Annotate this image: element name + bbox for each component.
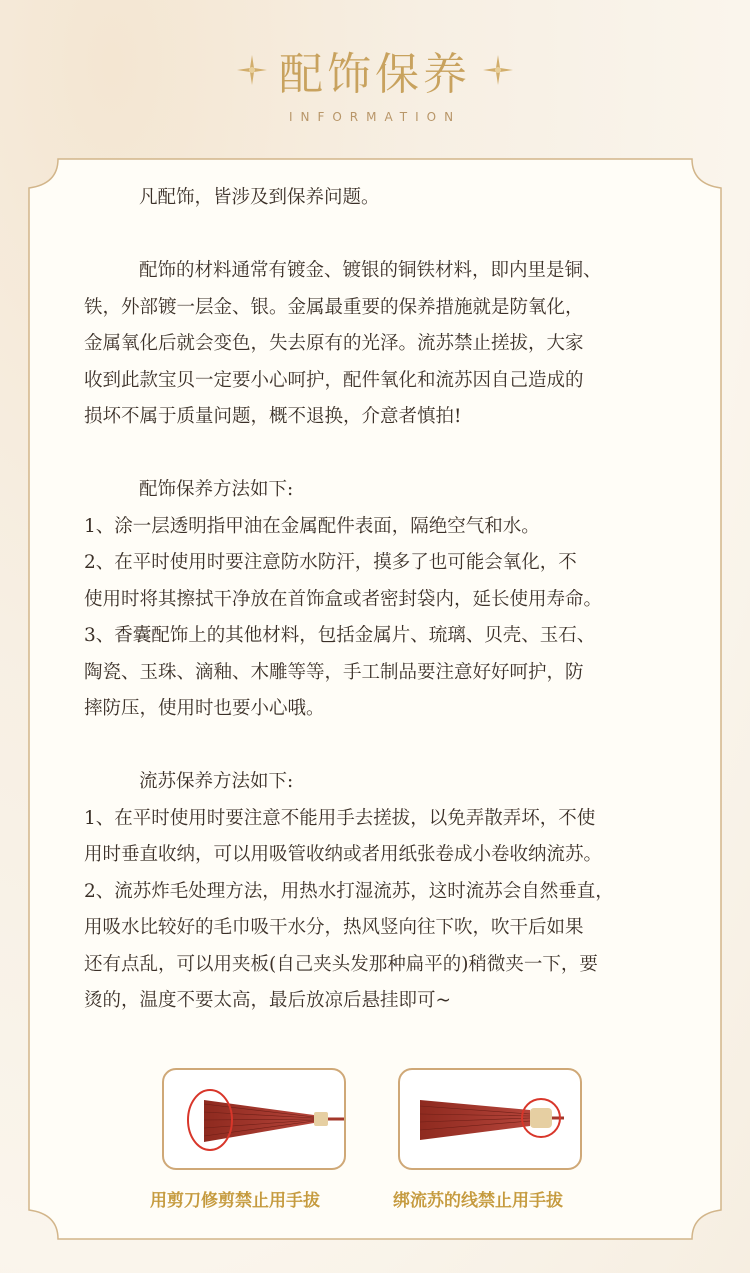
page-subtitle: INFORMATION	[288, 110, 462, 124]
paragraph-line: 1、涂一层透明指甲油在金属配件表面，隔绝空气和水。	[84, 515, 540, 537]
paragraph-line: 摔防压，使用时也要小心哦。	[84, 698, 325, 719]
section-heading: 配饰保养方法如下:	[139, 479, 294, 500]
paragraph-line: 损坏不属于质量问题，概不退换，介意者慎拍!	[84, 406, 462, 427]
paragraph-line: 1、在平时使用时要注意不能用手去搓拔，以免弄散弄坏，不使	[84, 807, 596, 829]
paragraph-line: 2、在平时使用时要注意防水防汗，摸多了也可能会氧化，不	[84, 552, 577, 573]
paragraph-line: 铁，外部镀一层金、银。金属最重要的保养措施就是防氧化，	[84, 296, 584, 318]
sparkle-icon	[481, 53, 515, 87]
section-heading: 流苏保养方法如下:	[139, 771, 294, 792]
right-caption: 绑流苏的线禁止用手拔	[393, 1191, 563, 1211]
paragraph-line: 配饰的材料通常有镀金、镀银的铜铁材料，即内里是铜、	[139, 260, 602, 281]
tassel-thread-image	[398, 1068, 582, 1170]
paragraph-line: 用吸水比较好的毛巾吸干水分，热风竖向往下吹，吹干后如果	[84, 917, 584, 938]
paragraph-line: 还有点乱，可以用夹板(自己夹头发那种扁平的)稍微夹一下，要	[84, 953, 598, 975]
left-caption: 用剪刀修剪禁止用手拔	[150, 1191, 320, 1211]
page-title: 配饰保养	[279, 49, 471, 100]
tassel-trim-image	[162, 1068, 346, 1170]
body-text	[84, 180, 684, 1020]
paragraph-line: 凡配饰，皆涉及到保养问题。	[139, 187, 380, 208]
paragraph-line: 陶瓷、玉珠、滴釉、木雕等等，手工制品要注意好好呵护，防	[84, 661, 584, 683]
paragraph-line: 3、香囊配饰上的其他材料，包括金属片、琉璃、贝壳、玉石、	[84, 625, 596, 646]
paragraph-line: 用时垂直收纳，可以用吸管收纳或者用纸张卷成小卷收纳流苏。	[84, 844, 603, 865]
header	[0, 38, 750, 124]
paragraph-line: 收到此款宝贝一定要小心呵护，配件氧化和流苏因自己造成的	[84, 369, 584, 391]
paragraph-line: 烫的，温度不要太高，最后放凉后悬挂即可~	[84, 990, 452, 1011]
paragraph-line: 2、流苏炸毛处理方法，用热水打湿流苏，这时流苏会自然垂直，	[84, 880, 614, 902]
sparkle-icon	[235, 53, 269, 87]
title-row	[0, 38, 750, 102]
paragraph-line: 金属氧化后就会变色，失去原有的光泽。流苏禁止搓拔，大家	[84, 333, 584, 354]
paragraph-line: 使用时将其擦拭干净放在首饰盒或者密封袋内，延长使用寿命。	[84, 588, 603, 610]
